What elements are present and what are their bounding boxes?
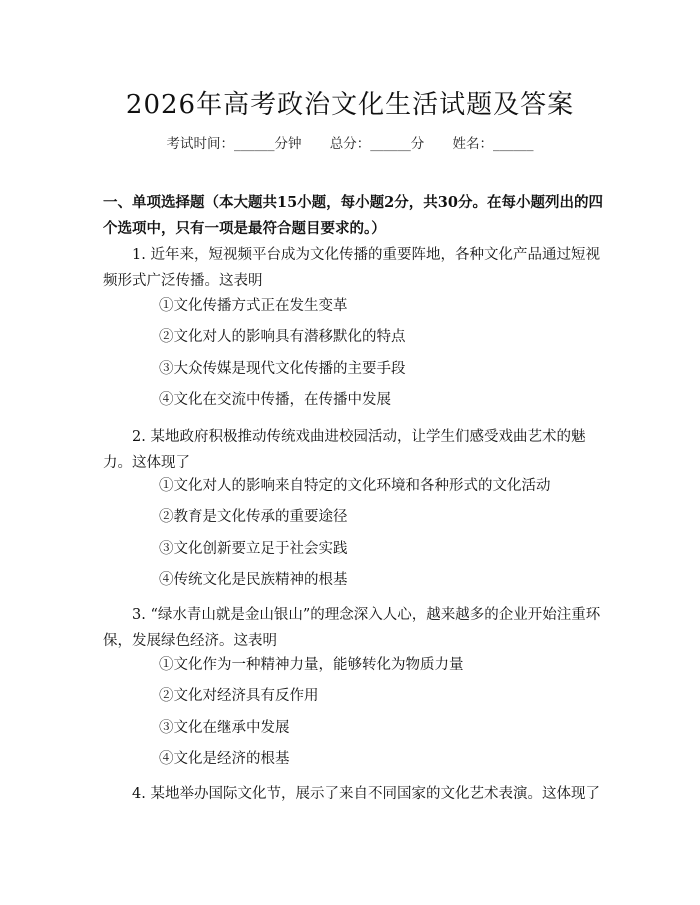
- question-option: ④文化是经济的根基: [159, 751, 290, 767]
- name-field: 姓名：______: [452, 136, 534, 152]
- question-stem: 3. “绿水青山就是金山银山”的理念深入人心，越来越多的企业开始注重环保，发展绿色经济。这表明: [103, 607, 601, 649]
- question-option: ④文化在交流中传播，在传播中发展: [159, 392, 391, 408]
- question-option: ②文化对经济具有反作用: [159, 688, 319, 704]
- question-option: ③文化创新要立足于社会实践: [159, 541, 348, 557]
- section-heading: 一、单项选择题（本大题共15小题，每小题2分，共30分。在每小题列出的四个选项中，只有一项是最符合题目要求的。）: [103, 194, 603, 237]
- question-option: ④传统文化是民族精神的根基: [159, 572, 348, 588]
- question-stem: 4. 某地举办国际文化节，展示了来自不同国家的文化艺术表演。这体现了: [132, 786, 600, 802]
- total-score-field: 总分：______分: [329, 136, 425, 152]
- question-option: ①文化作为一种精神力量，能够转化为物质力量: [159, 657, 464, 673]
- question-stem: 2. 某地政府积极推动传统戏曲进校园活动，让学生们感受戏曲艺术的魅力。这体现了: [103, 429, 586, 471]
- question-stem: 1. 近年来，短视频平台成为文化传播的重要阵地，各种文化产品通过短视频形式广泛传播。这表明: [103, 247, 600, 289]
- question-option: ③文化在继承中发展: [159, 720, 290, 736]
- question-option: ②教育是文化传承的重要途径: [159, 509, 348, 525]
- document-title: 2026年高考政治文化生活试题及答案: [125, 90, 575, 120]
- exam-time-field: 考试时间：______分钟: [166, 136, 302, 152]
- question-option: ③大众传媒是现代文化传播的主要手段: [159, 361, 406, 377]
- question-option: ②文化对人的影响具有潜移默化的特点: [159, 329, 406, 345]
- question-option: ①文化传播方式正在发生变革: [159, 298, 348, 314]
- exam-meta: [0, 132, 700, 152]
- question-option: ①文化对人的影响来自特定的文化环境和各种形式的文化活动: [159, 478, 551, 494]
